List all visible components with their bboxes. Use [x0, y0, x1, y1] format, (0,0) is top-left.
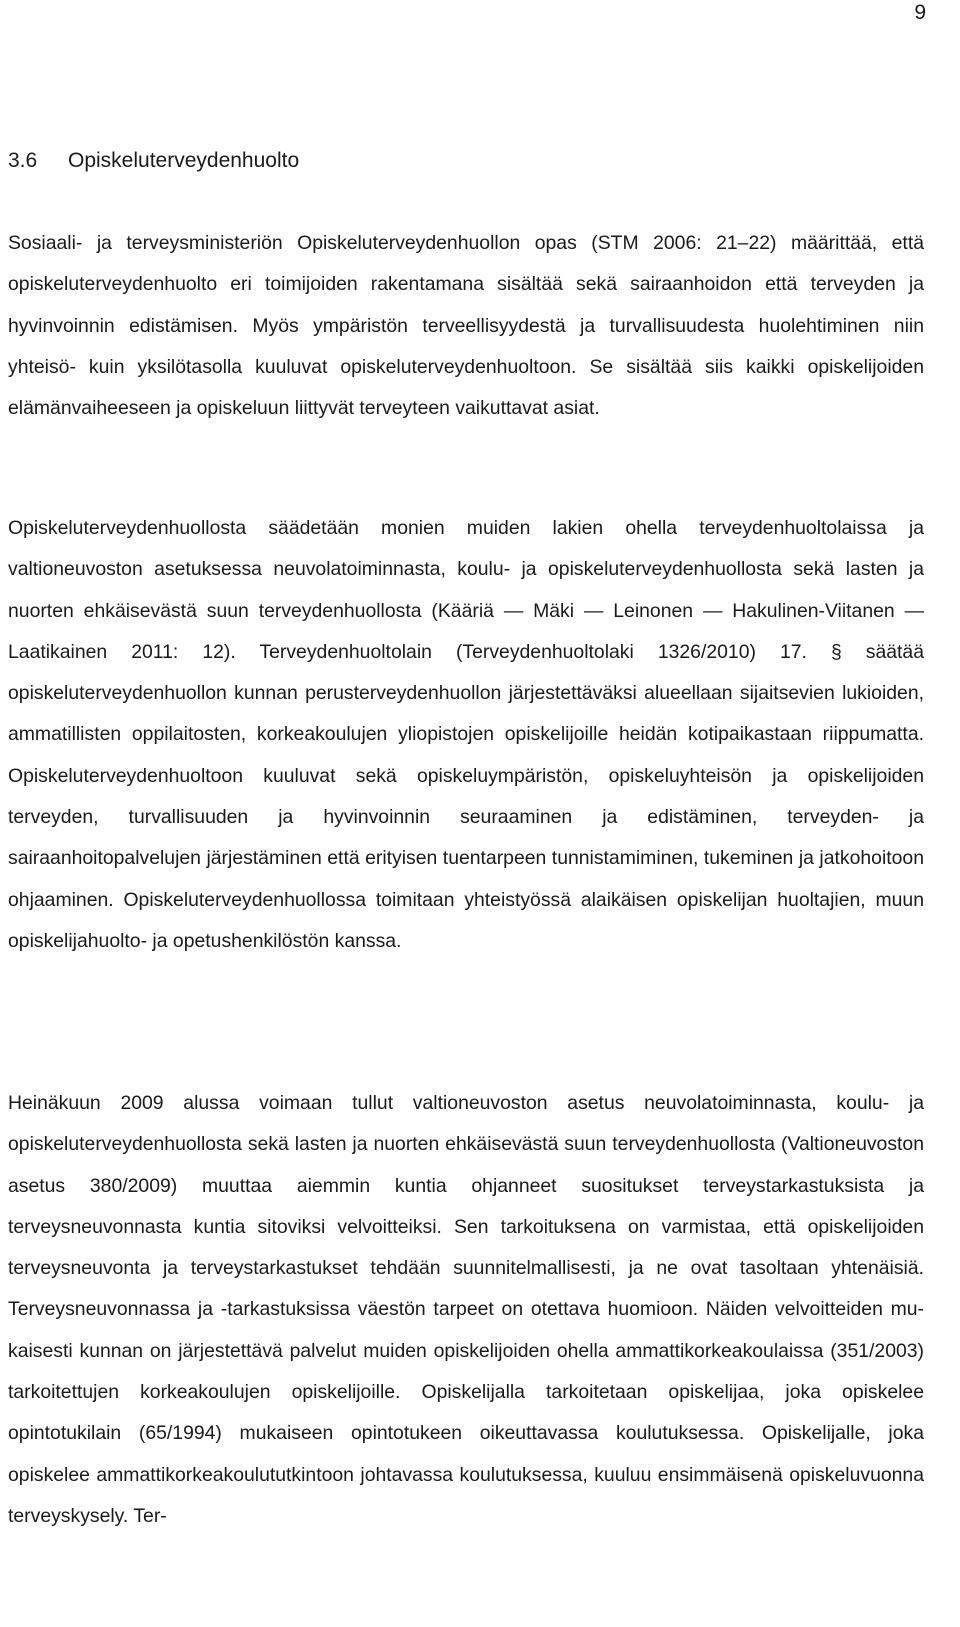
section-heading: [8, 146, 299, 176]
paragraph: Heinäkuun 2009 alussa voimaan tullut valtioneuvoston asetus neuvolatoiminnasta, koulu- ja opiskeluterveydenhuollosta sekä lasten ja nuorten ehkäisevästä suun terveydenhuollosta (Valtioneuvoston asetus 380/2009) muuttaa aiemmin kuntia ohjanneet suositukset terveystarkastuksista ja terveysneuvonnasta kuntia sitoviksi velvoitteiksi. Sen tarkoituksena on varmistaa, että opiskelijoiden terveysneuvonta ja terveystarkastukset tehdään suunnitelmallisesti, ja ne ovat tasoltaan yhtenäisiä. Terveysneuvonnassa ja -tarkastuksissa väestön tarpeet on otettava huomioon. Näiden velvoitteiden mukaisesti kunnan on järjestettävä palvelut muiden opiskelijoiden ohella ammattikorkeakoulaissa (351/2003) tarkoitettujen korkeakoulujen opiskelijoille. Opiskelijalla tarkoitetaan opiskelijaa, joka opiskelee opintotukilain (65/1994) mukaiseen opintotukeen oikeuttavassa koulutuksessa. Opiskelijalle, joka opiskelee ammattikorkeakoulututkintoon johtavassa koulutuksessa, kuuluu ensimmäisenä opiskeluvuonna terveyskysely. Ter-: [8, 1092, 924, 1527]
section-number: 3.6: [8, 149, 38, 172]
paragraph: Sosiaali- ja terveysministeriön Opiskeluterveydenhuollon opas (STM 2006: 21–22) määrittää, että opiskeluterveydenhuolto eri toimijoiden rakentamana sisältää sekä sairaanhoidon että terveyden ja hyvinvoinnin edistämisen. Myös ympäristön terveellisyydestä ja turvallisuudesta huolehtiminen niin yhteisö- kuin yksilötasolla kuuluvat opiskeluterveydenhuoltoon. Se sisältää siis kaikki opiskelijoiden elämänvaiheeseen ja opiskeluun liittyvät terveyteen vaikuttavat asiat.: [8, 232, 924, 420]
page-number: 9: [914, 1, 926, 24]
section-title: Opiskeluterveydenhuolto: [68, 149, 300, 172]
paragraph: Opiskeluterveydenhuollosta säädetään monien muiden lakien ohella terveydenhuoltolaissa ja valtioneuvoston asetuksessa neuvolatoiminnasta, koulu- ja opiskeluterveydenhuollosta sekä lasten ja nuorten ehkäisevästä suun terveydenhuollosta (Kääriä — Mäki — Leinonen — Hakulinen-Viitanen — Laatikainen 2011: 12). Terveydenhuoltolain (Terveydenhuoltolaki 1326/2010) 17. § säätää opiskeluterveydenhuollon kunnan perusterveydenhuollon järjestettäväksi alueellaan sijaitsevien lukioiden, ammatillisten oppilaitosten, korkeakoulujen yliopistojen opiskelijoille heidän kotipaikastaan riippumatta. Opiskeluterveydenhuoltoon kuuluvat sekä opiskeluympäristön, opiskeluyhteisön ja opiskelijoiden terveyden, turvallisuuden ja hyvinvoinnin seuraaminen ja edistäminen, terveyden- ja sairaanhoitopalvelujen järjestäminen että erityisen tuentarpeen tunnistamiminen, tukeminen ja jatkohoitoon ohjaaminen. Opiskeluterveydenhuollossa toimitaan yhteistyössä alaikäisen opiskelijan huoltajien, muun opiskelijahuolto- ja opetushenkilöstön kanssa.: [8, 517, 924, 952]
